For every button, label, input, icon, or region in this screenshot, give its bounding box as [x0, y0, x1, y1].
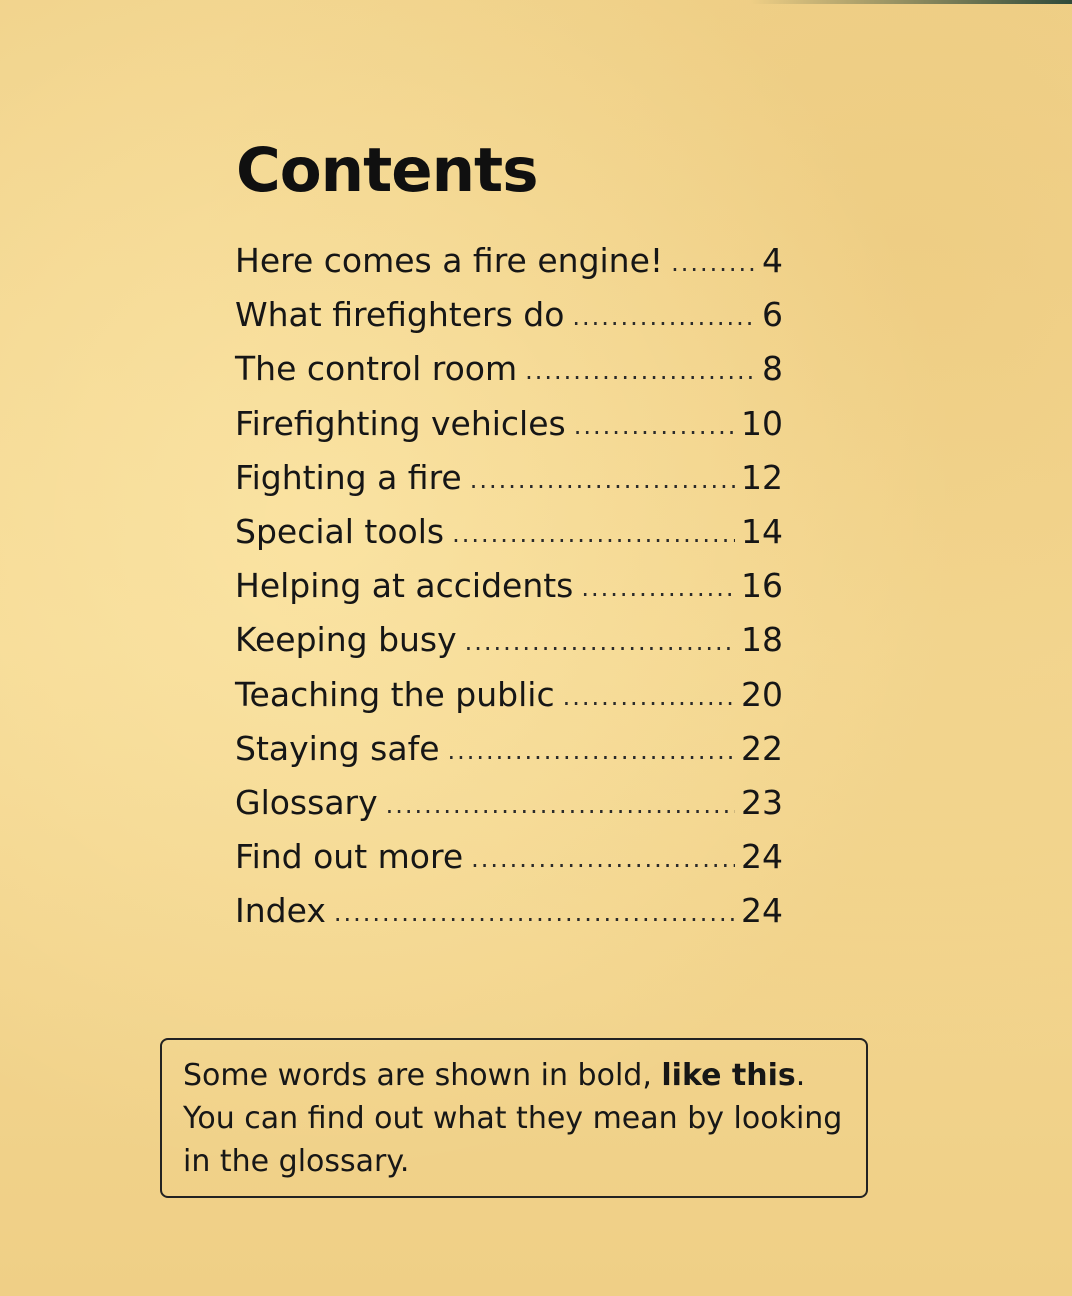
toc-entry[interactable]	[235, 722, 783, 776]
toc-entry-page: 12	[741, 457, 783, 497]
toc-leader-dots	[581, 561, 735, 615]
toc-entry-label: Helping at accidents	[235, 566, 574, 606]
toc-entry[interactable]	[235, 613, 783, 667]
note-bold-example: like this	[661, 1058, 796, 1093]
toc-entry-page: 20	[741, 674, 783, 714]
toc-leader-dots	[671, 236, 756, 290]
toc-entry[interactable]	[235, 342, 783, 396]
toc-leader-dots	[574, 399, 735, 453]
toc-entry[interactable]	[235, 288, 783, 342]
toc-leader-dots	[471, 832, 735, 886]
toc-leader-dots	[334, 886, 735, 940]
toc-entry-label: Fighting a fire	[235, 457, 462, 497]
toc-entry-page: 4	[762, 241, 783, 280]
toc-leader-dots	[386, 778, 735, 832]
toc-leader-dots	[572, 290, 756, 344]
toc-entry-label: Here comes a fire engine!	[235, 241, 664, 280]
toc-entry[interactable]	[235, 451, 783, 505]
toc-entry-label: Teaching the public	[235, 674, 555, 714]
toc-leader-dots	[448, 724, 736, 778]
toc-entry[interactable]	[235, 668, 783, 722]
toc-entry-label: The control room	[235, 349, 518, 389]
toc-entry-page: 24	[741, 837, 783, 877]
note-text-end: . You can find out what they mean by looking in the glossary.	[183, 1058, 843, 1179]
toc-entry-label: Firefighting vehicles	[235, 403, 566, 443]
toc-entry-label: Keeping busy	[235, 620, 457, 660]
page-edge	[0, 0, 1072, 4]
toc-entry-page: 18	[741, 620, 783, 660]
toc-entry-page: 14	[741, 511, 783, 551]
toc-entry-label: What firefighters do	[235, 295, 565, 335]
toc-leader-dots	[465, 615, 735, 669]
page-title: Contents	[236, 135, 538, 206]
toc-entry-page: 8	[762, 349, 783, 389]
glossary-note-text	[183, 1054, 853, 1183]
toc-leader-dots	[452, 507, 735, 561]
toc-entry[interactable]	[235, 234, 783, 288]
toc-entry-page: 24	[741, 891, 783, 931]
toc-entry-label: Glossary	[235, 782, 378, 822]
toc-entry[interactable]	[235, 830, 783, 884]
toc-entry-label: Index	[235, 891, 326, 931]
toc-entry-label: Special tools	[235, 511, 445, 551]
toc-entry[interactable]	[235, 884, 783, 938]
toc-leader-dots	[470, 453, 735, 507]
toc-entry[interactable]	[235, 505, 783, 559]
toc-leader-dots	[525, 344, 756, 398]
toc-entry-label: Staying safe	[235, 728, 440, 768]
toc-entry-label: Find out more	[235, 837, 464, 877]
note-text-start: Some words are shown in bold,	[183, 1058, 662, 1093]
toc-entry-page: 16	[741, 566, 783, 606]
glossary-note-box	[160, 1038, 868, 1198]
toc-entry-page: 23	[741, 782, 783, 822]
toc-entry-page: 6	[762, 295, 783, 335]
toc-entry-page: 10	[741, 403, 783, 443]
toc-leader-dots	[563, 670, 735, 724]
table-of-contents	[235, 234, 783, 938]
toc-entry[interactable]	[235, 776, 783, 830]
toc-entry[interactable]	[235, 559, 783, 613]
toc-entry[interactable]	[235, 397, 783, 451]
toc-entry-page: 22	[741, 728, 783, 768]
